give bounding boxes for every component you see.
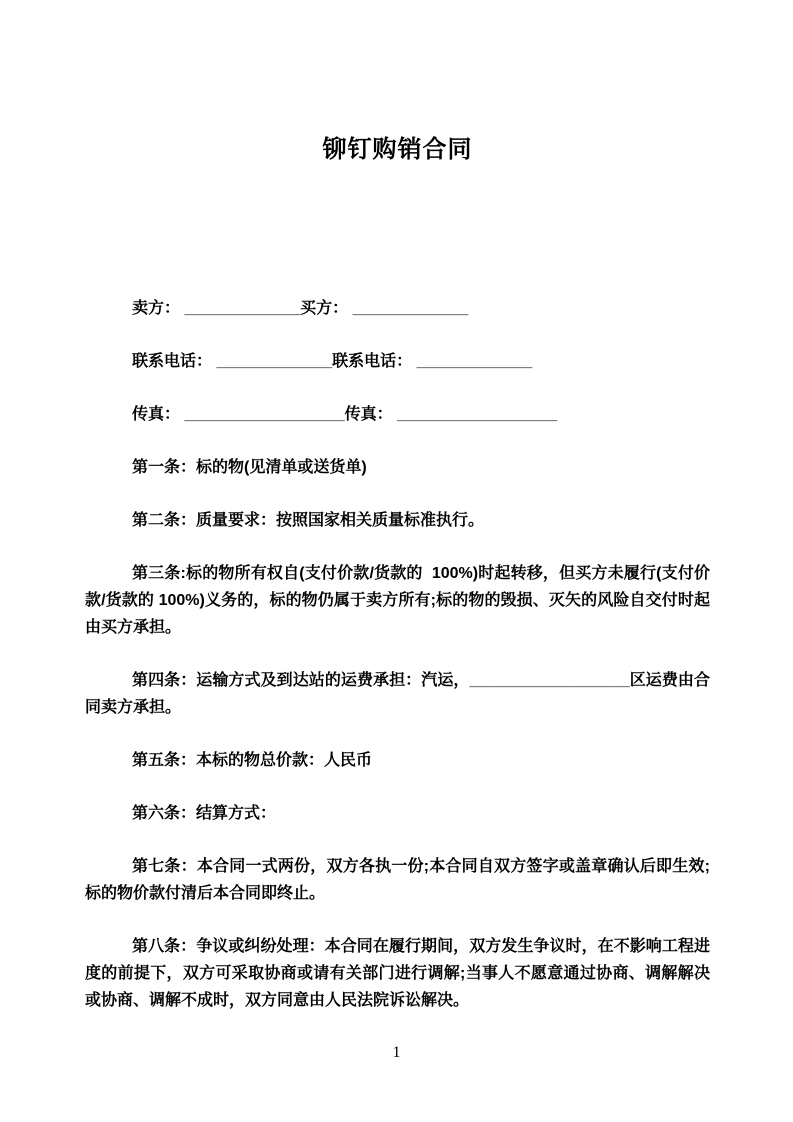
article-3-text: 标的物所有权自(支付价款/货款的 100%)时起转移，但买方未履行(支付价款/货款的 100%)义务的，标的物仍属于卖方所有;标的物的毁损、灭矢的风险自交付时起由买方承担。 xyxy=(85,565,710,636)
article-1-paragraph xyxy=(85,454,710,481)
article-6-text: 结算方式： xyxy=(196,805,277,822)
article-7-text: 本合同一式两份，双方各执一份;本合同自双方签字或盖章确认后即生效;标的物价款付清后本合同即终止。 xyxy=(85,858,710,902)
article-1-text: 标的物(见清单或送货单) xyxy=(196,459,367,476)
article-3-paragraph xyxy=(85,560,710,641)
article-5-paragraph xyxy=(85,747,710,774)
article-7-label: 第七条： xyxy=(132,858,197,875)
article-2-text: 质量要求：按照国家相关质量标准执行。 xyxy=(196,512,485,529)
article-6-label: 第六条： xyxy=(132,805,197,822)
fax-line: 传真： __________________传真： __________________ xyxy=(132,406,558,423)
article-8-text: 争议或纠纷处理：本合同在履行期间，双方发生争议时，在不影响工程进度的前提下，双方可采取协商或请有关部门进行调解;当事人不愿意通过协商、调解解决或协商、调解不成时，双方同意由人民法院诉讼解决。 xyxy=(85,938,710,1009)
article-4-text: 运输方式及到达站的运费承担：汽运，__________________区运费由合同卖方承担。 xyxy=(85,672,710,716)
article-2-label: 第二条： xyxy=(132,512,197,529)
document-title: 铆钉购销合同 xyxy=(322,136,473,163)
article-7-paragraph xyxy=(85,853,710,907)
article-4-paragraph xyxy=(85,667,710,721)
article-2-paragraph xyxy=(85,507,710,534)
article-3-label: 第三条: xyxy=(132,565,186,582)
article-8-paragraph xyxy=(85,933,710,1014)
article-8-label: 第八条： xyxy=(132,938,197,955)
page-number: 1 xyxy=(392,1044,401,1061)
article-5-label: 第五条： xyxy=(132,752,197,769)
article-4-label: 第四条： xyxy=(132,672,197,689)
contact-phone-line: 联系电话： _____________联系电话： _____________ xyxy=(132,353,533,370)
article-6-paragraph xyxy=(85,800,710,827)
article-5-text: 本标的物总价款：人民币 xyxy=(196,752,373,769)
article-1-label: 第一条： xyxy=(132,459,197,476)
parties-line: 卖方： _____________买方： _____________ xyxy=(132,300,469,317)
